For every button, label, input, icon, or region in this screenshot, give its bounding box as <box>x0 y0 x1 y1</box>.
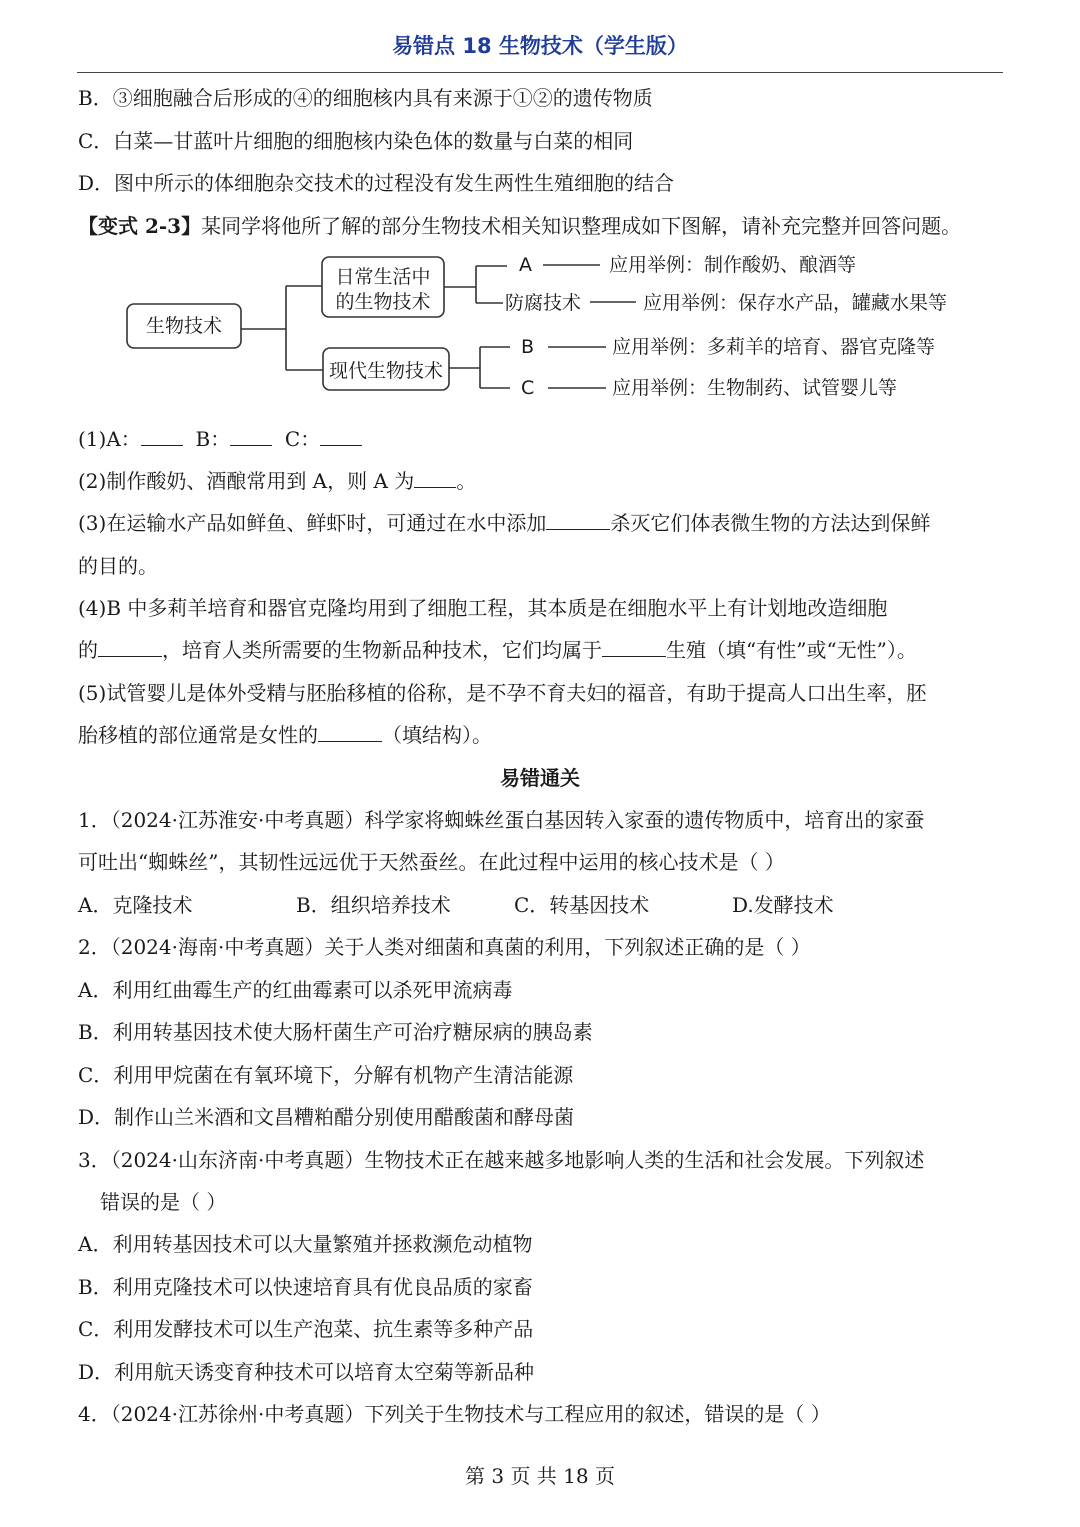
q4-text-post: 生殖（填“有性”或“无性”）。 <box>666 638 917 662</box>
q1-c-label: C： <box>284 427 321 451</box>
p1-option-d[interactable]: D.发酵技术 <box>732 893 834 917</box>
p3-option-a[interactable]: A．利用转基因技术可以大量繁殖并拯救濒危动植物 <box>78 1232 533 1256</box>
q4-text-pre: 的 <box>78 638 98 662</box>
problem-2-stem: 2．（2024·海南·中考真题）关于人类对细菌和真菌的利用，下列叙述正确的是（ ） <box>78 935 811 959</box>
branch1-label-line2: 的生物技术 <box>335 291 431 313</box>
problem-4-stem: 4．（2024·江苏徐州·中考真题）下列关于生物技术与工程应用的叙述，错误的是（ ） <box>78 1402 831 1426</box>
option-c-line: C．白菜—甘蓝叶片细胞的细胞核内染色体的数量与白菜的相同 <box>78 129 634 153</box>
q5-text-pre: 胎移植的部位通常是女性的 <box>78 723 318 747</box>
p3-option-d[interactable]: D．利用航天诱变育种技术可以培育太空菊等新品种 <box>78 1360 535 1384</box>
section-title: 易错通关 <box>500 766 580 790</box>
q4-blank-1[interactable] <box>98 636 162 657</box>
question-4-line2 <box>78 636 917 664</box>
variant-tag: 【变式 2-3】 <box>78 214 202 238</box>
branch2-label: 现代生物技术 <box>328 360 444 382</box>
p2-option-d[interactable]: D．制作山兰米酒和文昌糟粕醋分别使用醋酸菌和酵母菌 <box>78 1105 575 1129</box>
option-b-line: B．③细胞融合后形成的④的细胞核内具有来源于①②的遗传物质 <box>78 86 653 110</box>
question-3 <box>78 509 930 537</box>
q5-blank[interactable] <box>318 721 382 742</box>
leaf-fangfu-label: 防腐技术 <box>505 292 582 314</box>
leaf-b-label: B <box>521 336 535 358</box>
q2-end: 。 <box>456 469 477 493</box>
variant-text: 某同学将他所了解的部分生物技术相关知识整理成如下图解，请补充完整并回答问题。 <box>201 214 962 238</box>
q3-text: (3)在运输水产品如鲜鱼、鲜虾时，可通过在水中添加 <box>78 511 547 535</box>
question-3-cont: 的目的。 <box>78 554 158 578</box>
page-footer: 第 3 页 共 18 页 <box>465 1464 615 1488</box>
q4-blank-2[interactable] <box>602 636 666 657</box>
problem-1-line1: 1．（2024·江苏淮安·中考真题）科学家将蜘蛛丝蛋白基因转入家蚕的遗传物质中，培育出的家蚕 <box>78 808 925 832</box>
q1-a-label: (1)A： <box>78 427 141 451</box>
q1-b-blank[interactable] <box>230 425 272 446</box>
question-5-line2 <box>78 721 492 749</box>
leaf-fangfu-example: 应用举例：保存水产品，罐藏水果等 <box>643 292 948 314</box>
leaf-a-example: 应用举例：制作酸奶、酿酒等 <box>609 254 857 276</box>
leaf-c-example: 应用举例：生物制药、试管婴儿等 <box>612 377 898 399</box>
page-header-title: 易错点 18 生物技术（学生版） <box>392 34 688 58</box>
branch1-label-line1: 日常生活中 <box>335 266 431 288</box>
p2-option-a[interactable]: A．利用红曲霉生产的红曲霉素可以杀死甲流病毒 <box>78 978 513 1002</box>
root-label: 生物技术 <box>145 315 223 337</box>
question-5-line1: (5)试管婴儿是体外受精与胚胎移植的俗称，是不孕不育夫妇的福音，有助于提高人口出生率，胚 <box>78 681 927 705</box>
option-d-line: D．图中所示的体细胞杂交技术的过程没有发生两性生殖细胞的结合 <box>78 171 675 195</box>
leaf-c-label: C <box>521 377 535 399</box>
problem-1-line2: 可吐出“蜘蛛丝”，其韧性远远优于天然蚕丝。在此过程中运用的核心技术是（ ） <box>78 850 785 874</box>
biotech-concept-diagram <box>0 0 1080 420</box>
q3-blank[interactable] <box>546 509 610 530</box>
p1-option-c[interactable]: C．转基因技术 <box>514 893 650 917</box>
problem-3-line2: 错误的是（ ） <box>100 1190 227 1214</box>
q1-c-blank[interactable] <box>320 425 362 446</box>
question-4-line1: (4)B 中多莉羊培育和器官克隆均用到了细胞工程，其本质是在细胞水平上有计划地改造细胞 <box>78 596 888 620</box>
problem-1-options <box>78 891 834 919</box>
q3-text-after: 杀灭它们体表微生物的方法达到保鲜 <box>610 511 931 535</box>
q2-text: (2)制作酸奶、酒酿常用到 A，则 A 为 <box>78 469 415 493</box>
q5-text-post: （填结构）。 <box>382 723 492 747</box>
p1-option-b[interactable]: B．组织培养技术 <box>296 893 451 917</box>
leaf-a-label: A <box>519 254 532 276</box>
question-2 <box>78 467 476 495</box>
q4-text-mid: ，培育人类所需要的生物新品种技术，它们均属于 <box>162 638 602 662</box>
p2-option-c[interactable]: C．利用甲烷菌在有氧环境下，分解有机物产生清洁能源 <box>78 1063 574 1087</box>
p1-option-a[interactable]: A．克隆技术 <box>78 893 193 917</box>
question-1 <box>78 425 362 453</box>
q2-blank[interactable] <box>414 467 456 488</box>
problem-3-line1: 3．（2024·山东济南·中考真题）生物技术正在越来越多地影响人类的生活和社会发展。下列叙述 <box>78 1148 925 1172</box>
p3-option-b[interactable]: B．利用克隆技术可以快速培育具有优良品质的家畜 <box>78 1275 533 1299</box>
p2-option-b[interactable]: B．利用转基因技术使大肠杆菌生产可治疗糖尿病的胰岛素 <box>78 1020 593 1044</box>
q1-a-blank[interactable] <box>141 425 183 446</box>
leaf-b-example: 应用举例：多莉羊的培育、器官克隆等 <box>612 336 936 358</box>
q1-b-label: B： <box>195 427 231 451</box>
p3-option-c[interactable]: C．利用发酵技术可以生产泡菜、抗生素等多种产品 <box>78 1317 534 1341</box>
